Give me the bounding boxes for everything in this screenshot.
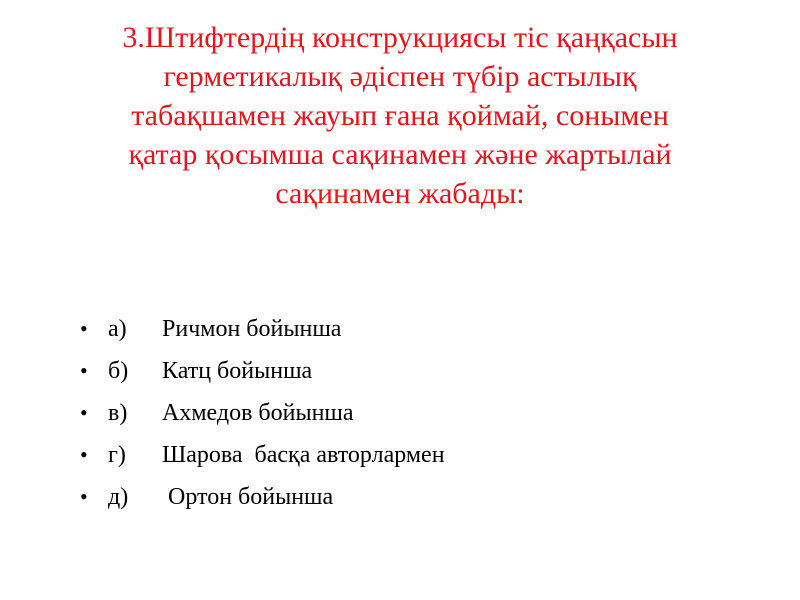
answer-options-list: [80, 308, 445, 518]
question-title: [40, 18, 760, 213]
question-title-line: қатар қосымша сақинамен және жартылай: [128, 138, 672, 171]
bullet-icon: •: [80, 316, 88, 341]
bullet-icon: •: [80, 358, 88, 383]
option-letter: в): [108, 400, 128, 426]
answer-option: [80, 434, 445, 476]
bullet-icon: •: [80, 442, 88, 467]
question-title-line: 3.Штифтердің конструкциясы тіс қаңқасын: [122, 21, 678, 54]
option-letter: б): [108, 358, 129, 384]
question-title-line: табақшамен жауып ғана қоймай, сонымен: [131, 99, 669, 132]
option-text: Шарова басқа авторлармен: [162, 442, 445, 468]
question-title-line: герметикалық әдіспен түбір астылық: [163, 60, 637, 93]
answer-option: [80, 350, 313, 392]
bullet-icon: •: [80, 484, 88, 509]
option-text: Ортон бойынша: [162, 484, 334, 510]
question-title-line: сақинамен жабады:: [275, 177, 525, 210]
option-text: Ахмедов бойынша: [162, 400, 354, 426]
answer-option: [80, 476, 334, 518]
option-text: Ричмон бойынша: [162, 316, 342, 342]
option-letter: д): [108, 484, 129, 510]
option-letter: г): [108, 442, 126, 468]
option-text: Катц бойынша: [162, 358, 313, 384]
answer-option: [80, 308, 342, 350]
bullet-icon: •: [80, 400, 88, 425]
option-letter: а): [108, 316, 127, 342]
answer-option: [80, 392, 354, 434]
